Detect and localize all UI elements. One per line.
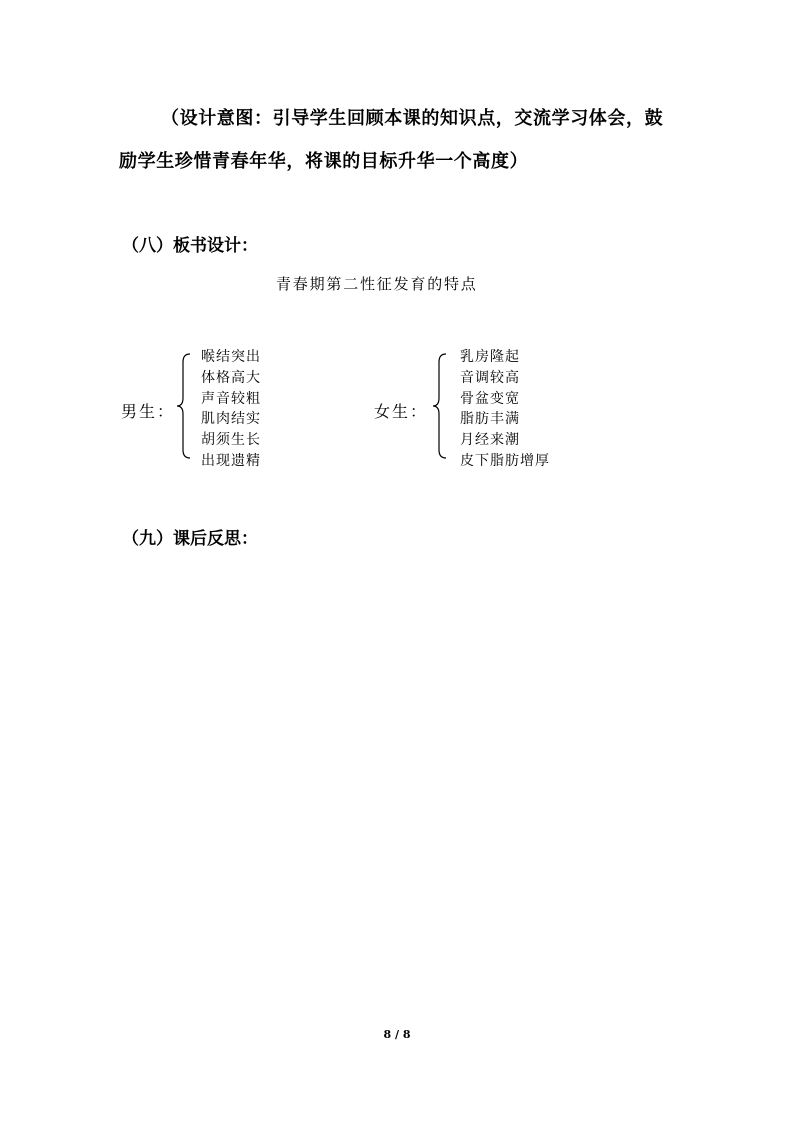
section-8-heading: （八）板书设计： xyxy=(122,236,258,256)
board-title: 青春期第二性征发育的特点 xyxy=(276,275,478,293)
male-brace-icon xyxy=(176,352,192,460)
male-traits-list xyxy=(201,347,261,472)
section-9-heading: （九）课后反思： xyxy=(122,529,258,549)
list-item: 音调较高 xyxy=(460,369,520,386)
design-intent-line-1: （设计意图：引导学生回顾本课的知识点，交流学习体会，鼓 xyxy=(161,108,664,129)
female-traits-list xyxy=(460,347,550,472)
page-number: 8 / 8 xyxy=(383,1028,411,1041)
list-item: 肌肉结实 xyxy=(201,411,261,428)
list-item: 出现遗精 xyxy=(201,452,261,469)
list-item: 骨盆变宽 xyxy=(460,390,520,407)
list-item: 月经来潮 xyxy=(460,432,520,449)
list-item: 胡须生长 xyxy=(201,432,261,449)
female-label: 女生： xyxy=(374,402,429,421)
list-item: 喉结突出 xyxy=(201,349,261,365)
list-item: 皮下脂肪增厚 xyxy=(460,452,550,469)
male-label: 男生： xyxy=(121,402,176,421)
list-item: 声音较粗 xyxy=(201,390,261,407)
list-item: 脂肪丰满 xyxy=(460,411,520,428)
design-intent-line-2: 励学生珍惜青春年华，将课的目标升华一个高度） xyxy=(119,151,529,172)
female-brace-icon xyxy=(432,352,448,460)
list-item: 乳房隆起 xyxy=(460,349,520,365)
list-item: 体格高大 xyxy=(201,369,261,386)
